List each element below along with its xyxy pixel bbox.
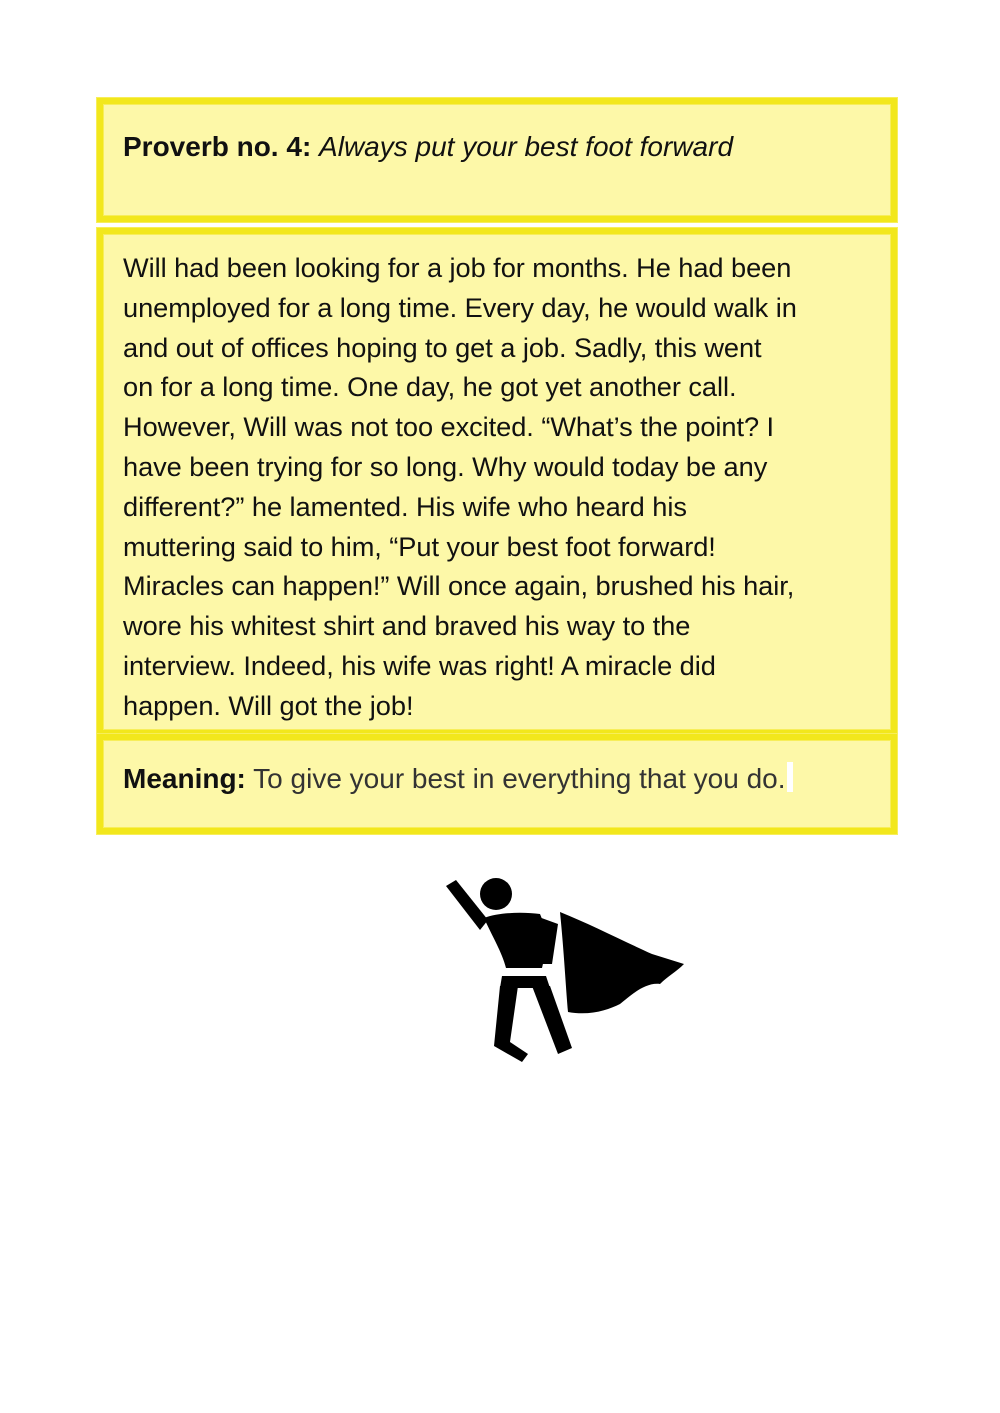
story-line: However, Will was not too excited. “What’s the point? I (123, 411, 775, 443)
story-line: on for a long time. One day, he got yet another call. (123, 371, 737, 403)
flying-superhero-icon (440, 872, 690, 1062)
story-line: unemployed for a long time. Every day, he would walk in (123, 291, 797, 323)
story-text (103, 234, 891, 726)
meaning-row (103, 740, 891, 798)
story-line: different?” he lamented. His wife who heard his (123, 490, 687, 522)
story-line: interview. Indeed, his wife was right! A miracle did (123, 649, 716, 681)
story-line: muttering said to him, “Put your best foot forward! (123, 530, 716, 562)
story-line: Will had been looking for a job for months. He had been (123, 252, 792, 283)
proverb-label: Proverb no. 4: (123, 131, 312, 162)
text-cursor (787, 762, 793, 792)
proverb-heading (103, 104, 891, 166)
proverb-card (97, 98, 897, 222)
story-line: Miracles can happen!” Will once again, brushed his hair, (123, 570, 795, 602)
proverb-text: Always put your best foot forward (319, 131, 734, 162)
meaning-text: To give your best in everything that you do. (253, 763, 786, 794)
story-line: and out of offices hoping to get a job. Sadly, this went (123, 331, 762, 363)
story-line: happen. Will got the job! (123, 689, 414, 721)
story-card (97, 228, 897, 736)
story-line: wore his whitest shirt and braved his way to the (123, 610, 691, 642)
story-line: have been trying for so long. Why would today be any (123, 450, 768, 482)
meaning-label: Meaning: (123, 763, 246, 794)
meaning-card (97, 734, 897, 834)
